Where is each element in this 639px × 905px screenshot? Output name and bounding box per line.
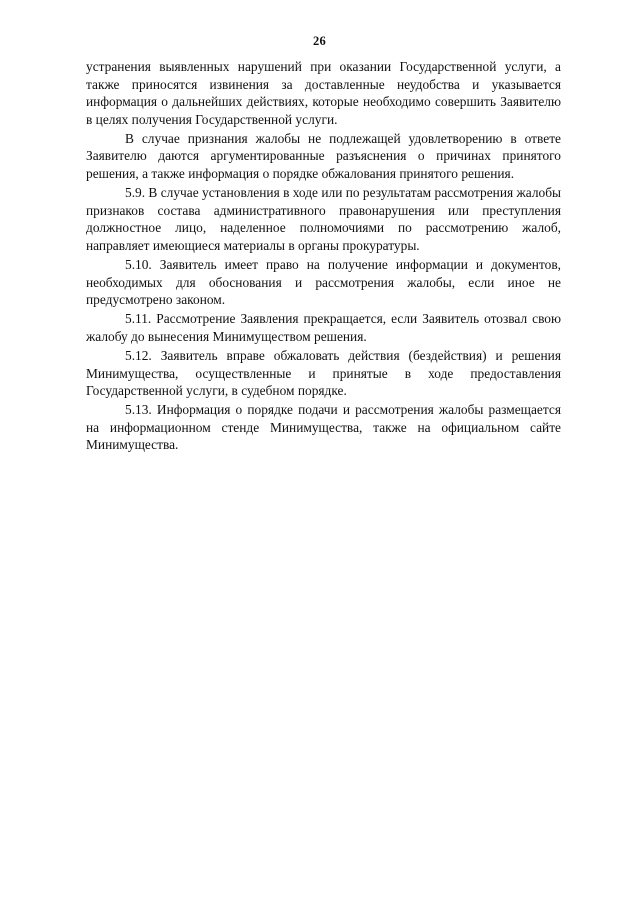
- paragraph-continuation: устранения выявленных нарушений при оказании Государственной услуги, а также приносятся извинения за доставленные неудобства и указывается информация о дальнейших действиях, которые необходимо совершить Заявителю в целях получения Государственной услуги.: [86, 59, 561, 127]
- paragraph-5-10: 5.10. Заявитель имеет право на получение информации и документов, необходимых для обоснования и рассмотрения жалобы, если иное не предусмотрено законом.: [86, 257, 561, 308]
- paragraph-5-9: 5.9. В случае установления в ходе или по результатам рассмотрения жалобы признаков состава административного правонарушения или преступления должностное лицо, наделенное полномочиями по рассмотрению жалоб, направляет имеющиеся материалы в органы прокуратуры.: [86, 185, 562, 253]
- paragraph-5-13: 5.13. Информация о порядке подачи и рассмотрения жалобы размещается на информационном стенде Минимущества, также на официальном сайте Минимущества.: [86, 402, 561, 453]
- page-number: 26: [312, 34, 327, 48]
- paragraph-5-11: 5.11. Рассмотрение Заявления прекращается, если Заявитель отозвал свою жалобу до вынесения Минимуществом решения.: [86, 311, 561, 344]
- document-body: [86, 58, 561, 456]
- paragraph-5-12: 5.12. Заявитель вправе обжаловать действия (бездействия) и решения Минимущества, осуществленные и принятые в ходе предоставления Государственной услуги, в судебном порядке.: [86, 348, 561, 399]
- paragraph-refusal-explanation: В случае признания жалобы не подлежащей удовлетворению в ответе Заявителю даются аргументированные разъяснения о причинах принятого решения, а также информация о порядке обжалования принятого решения.: [86, 130, 561, 182]
